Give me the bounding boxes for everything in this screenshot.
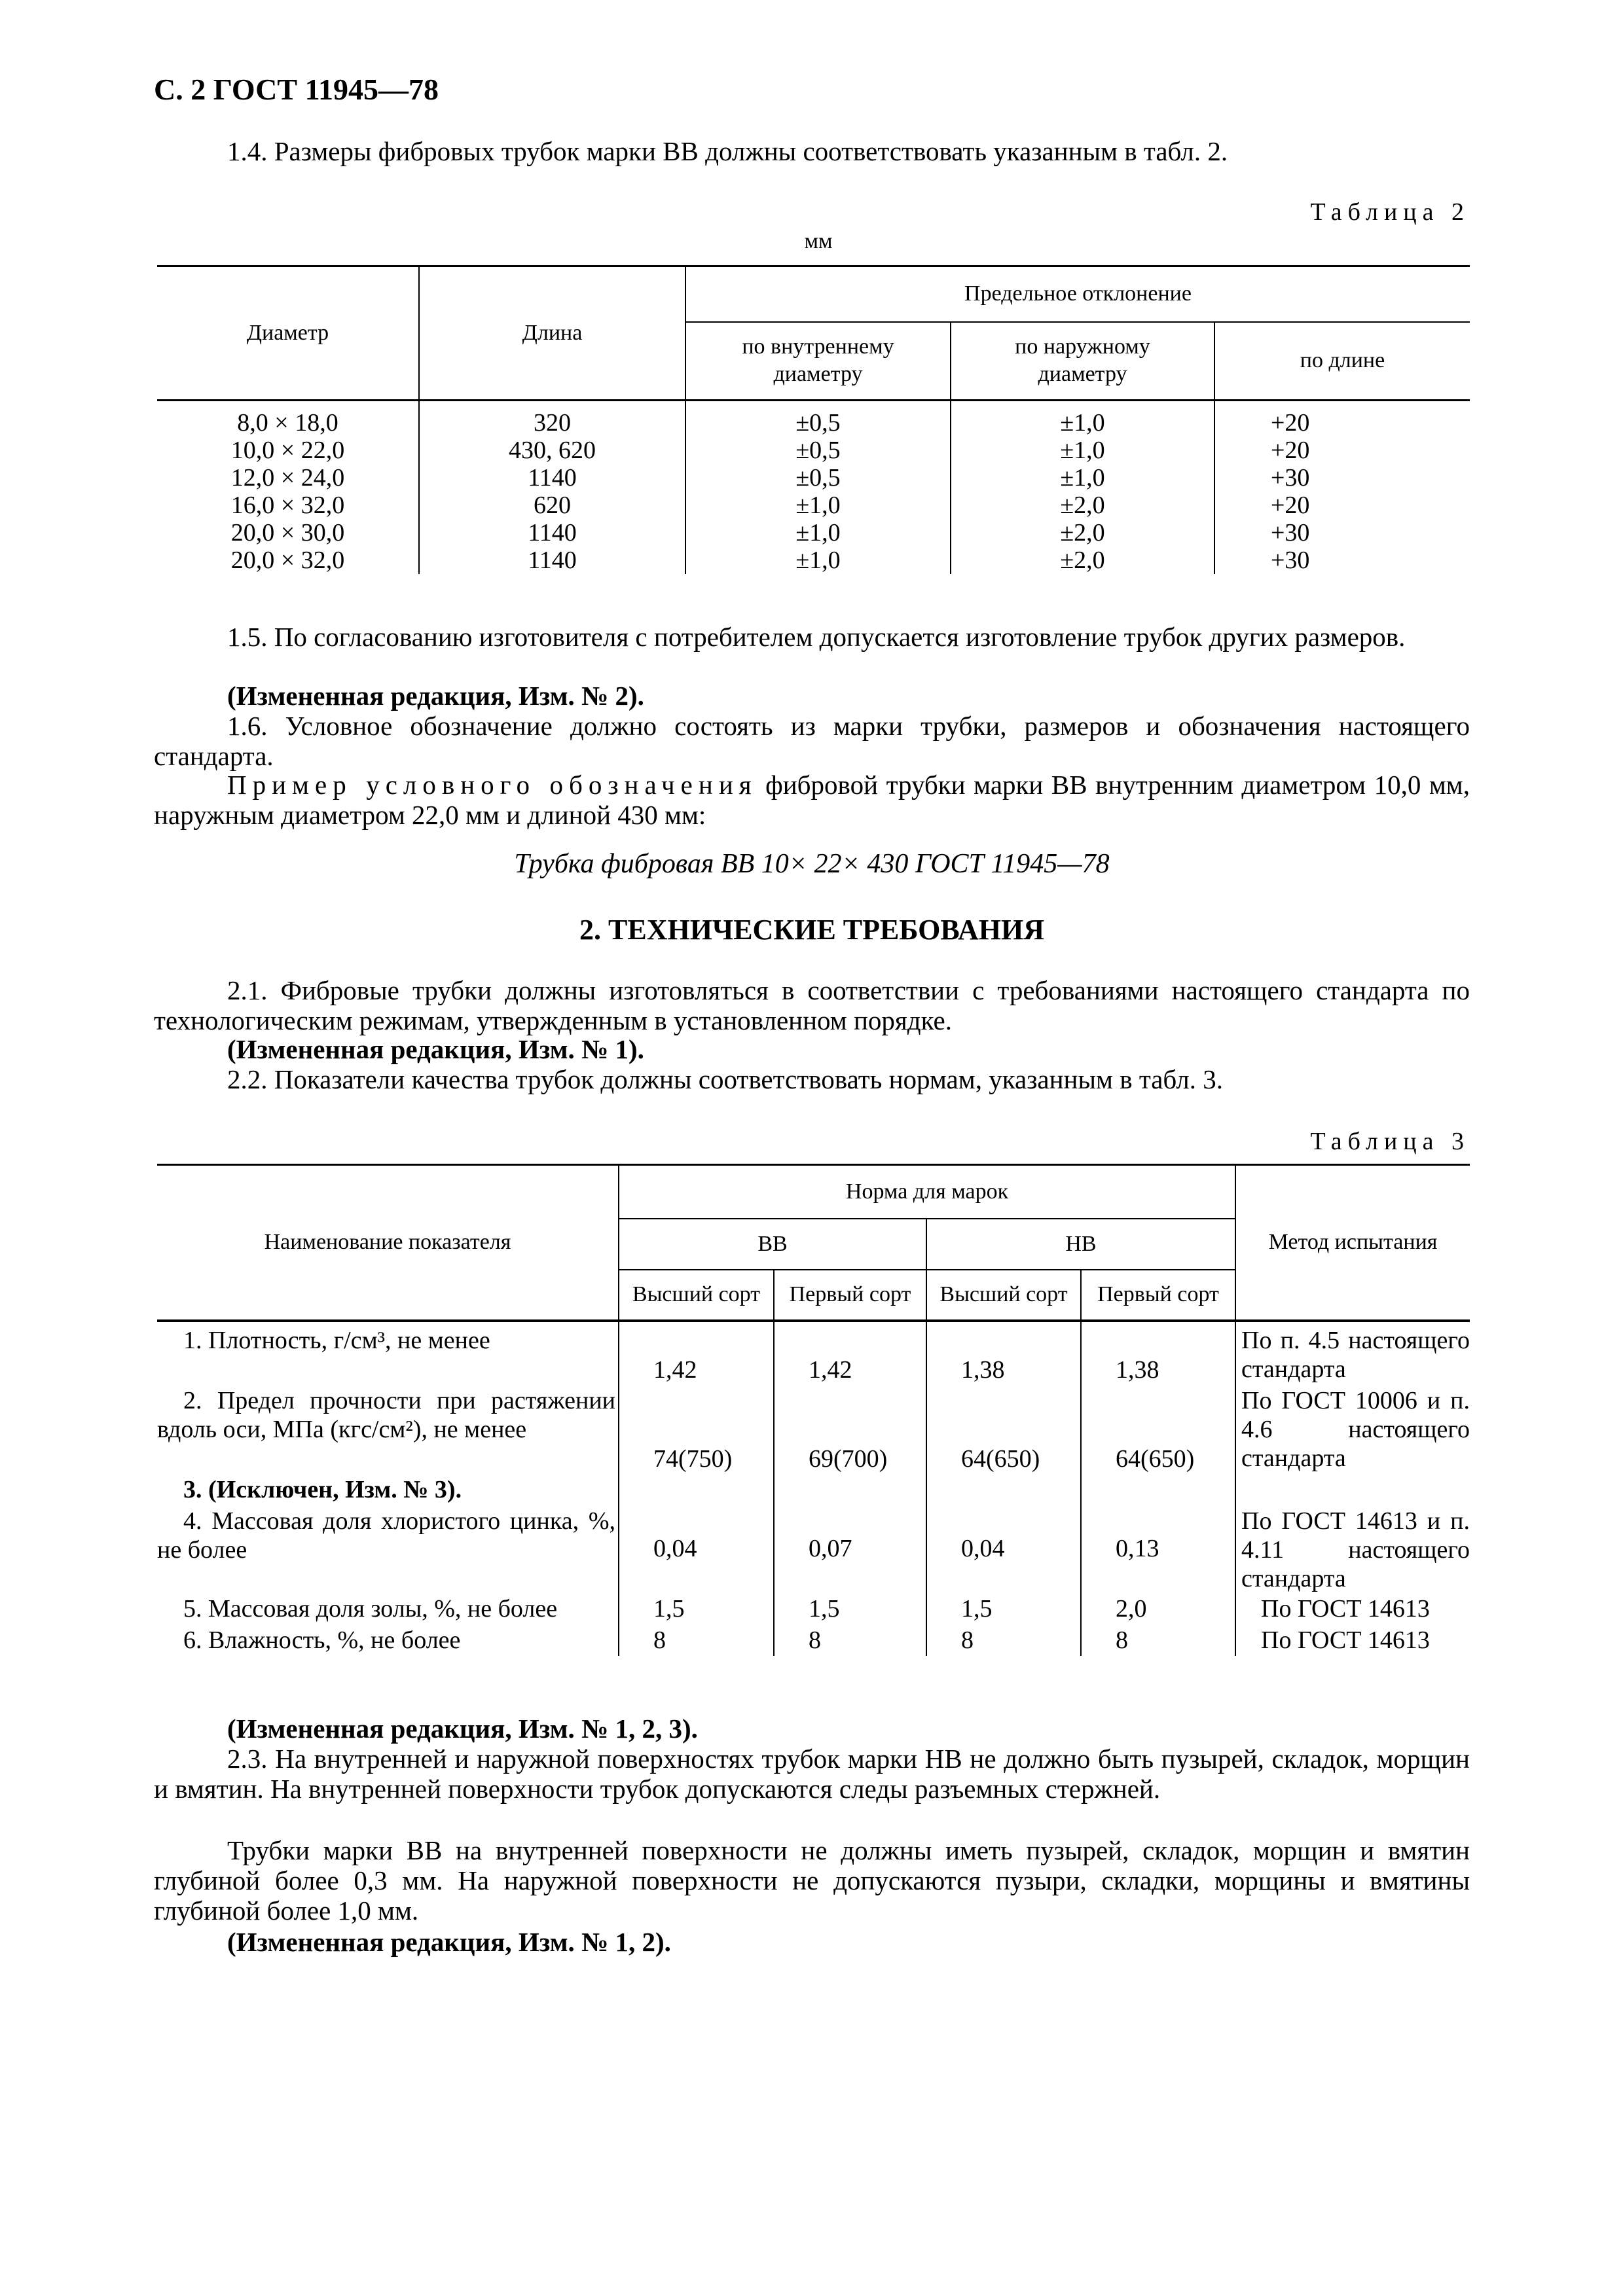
table-row xyxy=(157,464,1470,492)
table3-cell-value xyxy=(926,1473,1081,1504)
table2-cell-by-length: +30 xyxy=(1271,464,1310,492)
table2-cell-length: 1140 xyxy=(419,519,685,547)
table2-cell-inner: ±0,5 xyxy=(685,409,951,437)
table3-cell-value: 1,5 xyxy=(774,1593,926,1624)
table2-cell-inner: ±0,5 xyxy=(685,464,951,492)
table2-cell-by-length: +20 xyxy=(1271,437,1310,464)
table2-label: Таблица 2 xyxy=(1310,198,1470,226)
table2-header-outer: по наружному диаметру xyxy=(951,322,1214,401)
table-row xyxy=(157,519,1470,547)
table3-header-hb-first: Первый сорт xyxy=(1081,1270,1235,1321)
table3-cell-method xyxy=(1235,1473,1470,1504)
table3-cell-value: 1,38 xyxy=(926,1321,1081,1384)
table2-cell-outer: ±2,0 xyxy=(951,492,1214,519)
table3-cell-value: 64(650) xyxy=(926,1384,1081,1473)
table2-cell-inner: ±1,0 xyxy=(685,492,951,519)
table3-cell-method: По ГОСТ 14613 xyxy=(1261,1594,1430,1623)
table2-cell-diameter: 16,0 × 32,0 xyxy=(157,492,419,519)
table2-header-length: Длина xyxy=(419,266,685,401)
table2-cell-outer: ±1,0 xyxy=(951,437,1214,464)
table2-unit: мм xyxy=(804,229,833,253)
table2-header-by-length: по длине xyxy=(1214,322,1470,401)
table3-cell-value: 64(650) xyxy=(1081,1384,1235,1473)
amendment-note-1: (Измененная редакция, Изм. № 1). xyxy=(227,1034,644,1064)
table2-cell-diameter: 12,0 × 24,0 xyxy=(157,464,419,492)
paragraph-2-3: 2.3. На внутренней и наружной поверхностях трубок марки НВ не должно быть пузырей, складок, морщин и вмятин. На внутренней поверхности трубок допускаются следы разъемных стержней. xyxy=(154,1744,1470,1804)
table3-cell-method: По ГОСТ 10006 и п. 4.6 настоящего стандарта xyxy=(1241,1386,1470,1472)
table2-cell-diameter: 20,0 × 32,0 xyxy=(157,547,419,574)
table2-cell-by-length: +30 xyxy=(1271,519,1310,547)
table3-header-name: Наименование показателя xyxy=(157,1165,619,1321)
table3-cell-value: 8 xyxy=(619,1624,774,1656)
designation-example: Трубка фибровая ВВ 10× 22× 430 ГОСТ 11945—78 xyxy=(514,849,1110,879)
table3-cell-name: 6. Влажность, %, не более xyxy=(157,1624,619,1656)
amendment-note-1-2-3: (Измененная редакция, Изм. № 1, 2, 3). xyxy=(227,1713,698,1744)
table3-cell-value xyxy=(1081,1473,1235,1504)
table3-header-method: Метод испытания xyxy=(1235,1165,1470,1321)
paragraph-2-3-bb: Трубки марки ВВ на внутренней поверхности не должны иметь пузырей, складок, морщин и вмятин глубиной более 0,3 мм. На наружной поверхности не допускаются пузыри, складки, морщины и вмятины глубиной более 1,0 мм. xyxy=(154,1835,1470,1926)
table-row xyxy=(157,1473,1470,1504)
table2-cell-length: 320 xyxy=(419,409,685,437)
table-row xyxy=(157,1321,1470,1384)
table2-cell-by-length: +20 xyxy=(1271,492,1310,519)
table3-cell-value: 8 xyxy=(1081,1624,1235,1656)
table2-cell-outer: ±2,0 xyxy=(951,519,1214,547)
table2-cell-inner: ±0,5 xyxy=(685,437,951,464)
table3-cell-value xyxy=(619,1473,774,1504)
paragraph-1-6: 1.6. Условное обозначение должно состоять из марки трубки, размеров и обозначения настоящего стандарта. xyxy=(154,711,1470,771)
table-row xyxy=(157,1624,1470,1656)
table2-cell-diameter: 10,0 × 22,0 xyxy=(157,437,419,464)
table3-cell-value: 74(750) xyxy=(619,1384,774,1473)
table2-cell-diameter: 20,0 × 30,0 xyxy=(157,519,419,547)
table2-cell-outer: ±2,0 xyxy=(951,547,1214,574)
table2-cell-length: 430, 620 xyxy=(419,437,685,464)
table3-header-hb-highest: Высший сорт xyxy=(926,1270,1081,1321)
table2-cell-inner: ±1,0 xyxy=(685,547,951,574)
page-header: С. 2 ГОСТ 11945—78 xyxy=(154,73,439,106)
table-2 xyxy=(157,265,1470,574)
table3-cell-name: 1. Плотность, г/см³, не менее xyxy=(157,1321,619,1384)
example-spaced-label: Пример условного обозначения xyxy=(227,770,757,800)
table-row xyxy=(157,547,1470,574)
table2-cell-length: 1140 xyxy=(419,464,685,492)
table3-header-bb-first: Первый сорт xyxy=(774,1270,926,1321)
table3-header-norm: Норма для марок xyxy=(619,1165,1235,1219)
table3-cell-name: 5. Массовая доля золы, %, не более xyxy=(157,1593,619,1624)
table2-cell-outer: ±1,0 xyxy=(951,464,1214,492)
table3-cell-method: По п. 4.5 настоящего стандарта xyxy=(1241,1326,1470,1383)
table2-cell-diameter: 8,0 × 18,0 xyxy=(157,409,419,437)
table3-cell-value: 0,04 xyxy=(926,1504,1081,1593)
table-row xyxy=(157,1504,1470,1593)
table3-cell-value: 1,42 xyxy=(774,1321,926,1384)
paragraph-example xyxy=(154,770,1470,830)
table-row xyxy=(157,437,1470,464)
table2-cell-by-length: +20 xyxy=(1271,409,1310,437)
table3-cell-value: 8 xyxy=(774,1624,926,1656)
table-row xyxy=(157,492,1470,519)
amendment-note-2: (Измененная редакция, Изм. № 2). xyxy=(227,681,644,711)
table3-cell-value: 69(700) xyxy=(774,1384,926,1473)
table3-header-hb: НВ xyxy=(926,1219,1235,1270)
table3-cell-value: 2,0 xyxy=(1081,1593,1235,1624)
table3-cell-value: 1,38 xyxy=(1081,1321,1235,1384)
table2-header-deviation: Предельное отклонение xyxy=(685,266,1470,322)
table3-cell-value: 8 xyxy=(926,1624,1081,1656)
table3-cell-name: 4. Массовая доля хлористого цинка, %, не более xyxy=(157,1504,619,1593)
paragraph-1-4: 1.4. Размеры фибровых трубок марки ВВ должны соответствовать указанным в табл. 2. xyxy=(227,136,1228,166)
table2-header-diameter: Диаметр xyxy=(157,266,419,401)
table2-cell-length: 1140 xyxy=(419,547,685,574)
table2-cell-inner: ±1,0 xyxy=(685,519,951,547)
section-2-title: 2. ТЕХНИЧЕСКИЕ ТРЕБОВАНИЯ xyxy=(579,914,1044,946)
table2-cell-outer: ±1,0 xyxy=(951,409,1214,437)
paragraph-2-1: 2.1. Фибровые трубки должны изготовляться в соответствии с требованиями настоящего стандарта по технологическим режимам, утвержденным в установленном порядке. xyxy=(154,975,1470,1035)
table3-cell-name: 3. (Исключен, Изм. № 3). xyxy=(157,1473,619,1504)
table3-cell-method: По ГОСТ 14613 xyxy=(1261,1626,1430,1654)
example-text: фибровой трубки марки ВВ внутренним диаметром 10,0 мм, наружным диаметром 22,0 мм и длиной 430 мм: xyxy=(154,770,1470,830)
table3-cell-value: 0,04 xyxy=(619,1504,774,1593)
paragraph-1-5: 1.5. По согласованию изготовителя с потребителем допускается изготовление трубок других размеров. xyxy=(227,622,1406,652)
table3-cell-value: 0,13 xyxy=(1081,1504,1235,1593)
table2-cell-length: 620 xyxy=(419,492,685,519)
table2-cell-by-length: +30 xyxy=(1271,547,1310,574)
table3-label: Таблица 3 xyxy=(1310,1128,1470,1155)
table-row xyxy=(157,409,1470,437)
table-3 xyxy=(157,1164,1470,1656)
amendment-note-1-2: (Измененная редакция, Изм. № 1, 2). xyxy=(227,1927,671,1957)
table3-header-bb: ВВ xyxy=(619,1219,926,1270)
table3-cell-name: 2. Предел прочности при растяжении вдоль оси, МПа (кгс/см²), не менее xyxy=(157,1384,619,1473)
table3-cell-method: По ГОСТ 14613 и п. 4.11 настоящего стандарта xyxy=(1241,1507,1470,1592)
table2-header-inner: по внутреннему диаметру xyxy=(685,322,951,401)
table-row xyxy=(157,1384,1470,1473)
paragraph-2-2: 2.2. Показатели качества трубок должны соответствовать нормам, указанным в табл. 3. xyxy=(227,1064,1223,1094)
table-row xyxy=(157,1593,1470,1624)
table3-cell-value: 0,07 xyxy=(774,1504,926,1593)
table3-cell-value: 1,5 xyxy=(926,1593,1081,1624)
table3-cell-value xyxy=(774,1473,926,1504)
table3-header-bb-highest: Высший сорт xyxy=(619,1270,774,1321)
table3-cell-value: 1,42 xyxy=(619,1321,774,1384)
table3-cell-value: 1,5 xyxy=(619,1593,774,1624)
